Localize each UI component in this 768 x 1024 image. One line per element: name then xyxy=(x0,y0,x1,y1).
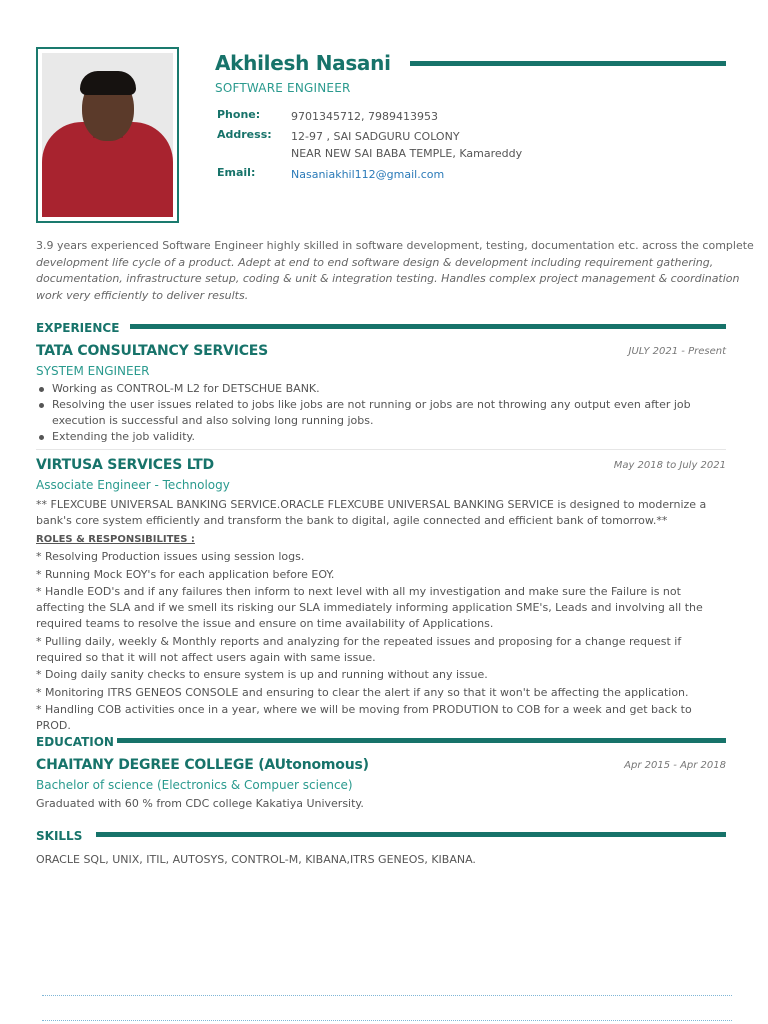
list-item: Resolving the user issues related to jobs like jobs are not running or jobs are not throwing any output even after job execution is successful and also solving long running jobs. xyxy=(38,397,728,429)
name-accent-bar xyxy=(410,61,726,66)
list-item: Extending the job validity. xyxy=(38,429,728,445)
degree-name: Bachelor of science (Electronics & Compuer science) xyxy=(36,778,353,792)
list-item: * Monitoring ITRS GENEOS CONSOLE and ensuring to clear the alert if any so that it won't be affecting the application. xyxy=(36,685,689,699)
address-label: Address: xyxy=(217,128,272,141)
school-name: CHAITANY DEGREE COLLEGE (AUtonomous) xyxy=(36,757,369,773)
list-item: * Resolving Production issues using session logs. xyxy=(36,550,305,563)
education-heading: EDUCATION xyxy=(36,735,114,749)
list-item: * Pulling daily, weekly & Monthly reports and analyzing for the repeated issues and proposing for a change request if required so that it will not affect users again with same issue. xyxy=(36,634,682,664)
roles-heading: ROLES & RESPONSIBILITES : xyxy=(36,533,195,545)
skills-heading: SKILLS xyxy=(36,829,83,843)
education-bar xyxy=(117,738,726,743)
profile-summary xyxy=(36,238,758,304)
job-role: Associate Engineer - Technology xyxy=(36,478,230,492)
candidate-name: Akhilesh Nasani xyxy=(215,51,391,75)
profile-photo xyxy=(42,53,173,217)
skills-list: ORACLE SQL, UNIX, ITIL, AUTOSYS, CONTROL-M, KIBANA,ITRS GENEOS, KIBANA. xyxy=(36,853,476,866)
company-name: TATA CONSULTANCY SERVICES xyxy=(36,343,269,359)
list-item: Working as CONTROL-M L2 for DETSCHUE BANK. xyxy=(38,381,728,397)
summary-rest: development life cycle of a product. Adept at end to end software design & development including requirement gathering, documentation, infrastructure setup, coding & unit & integration testing. Handles complex project management & coordination work very efficiently to deliver results. xyxy=(36,255,740,302)
experience-heading: EXPERIENCE xyxy=(36,321,120,335)
list-item: * Handling COB activities once in a year, where we will be moving from PRODUTION to COB for a week and get back to PROD. xyxy=(36,703,692,732)
summary-lead: 3.9 years experienced Software Engineer highly skilled in software development, testing, documentation etc. across the complete xyxy=(36,239,754,252)
job-role: SYSTEM ENGINEER xyxy=(36,364,150,378)
list-item: * Handle EOD's and if any failures then inform to next level with all my investigation and make sure the Failure is not affecting the SLA and if we smell its risking our SLA immediately informing application SME's, Leads and involving all the required teams to resolve the issue and ensure on time availability of Applications. xyxy=(36,585,703,630)
job-divider xyxy=(36,449,726,450)
email-label: Email: xyxy=(217,166,256,179)
footer-dotted-line xyxy=(42,1020,732,1021)
company-name: VIRTUSA SERVICES LTD xyxy=(36,457,214,473)
address-line-2: NEAR NEW SAI BABA TEMPLE, Kamareddy xyxy=(291,147,523,160)
profile-photo-frame xyxy=(36,47,179,223)
education-dates: Apr 2015 - Apr 2018 xyxy=(624,760,726,771)
list-item: * Doing daily sanity checks to ensure system is up and running without any issue. xyxy=(36,668,488,681)
candidate-title: SOFTWARE ENGINEER xyxy=(215,81,351,95)
job-bullets xyxy=(38,381,728,445)
education-note: Graduated with 60 % from CDC college Kakatiya University. xyxy=(36,797,364,810)
email-link[interactable]: Nasaniakhil112@gmail.com xyxy=(291,168,445,181)
experience-bar xyxy=(130,324,726,329)
phone-label: Phone: xyxy=(217,108,261,121)
job-dates: JULY 2021 - Present xyxy=(628,346,726,357)
address-line-1: 12-97 , SAI SADGURU COLONY xyxy=(291,130,460,143)
footer-dotted-line xyxy=(42,995,732,996)
skills-bar xyxy=(96,832,726,837)
job-dates: May 2018 to July 2021 xyxy=(613,460,726,471)
job-description xyxy=(36,497,728,736)
job-intro: ** FLEXCUBE UNIVERSAL BANKING SERVICE.ORACLE FLEXCUBE UNIVERSAL BANKING SERVICE is designed to modernize a bank's core system efficiently and transform the bank to digital, agile connected and efficient bank of tomorrow.** xyxy=(36,498,707,527)
list-item: * Running Mock EOY's for each application before EOY. xyxy=(36,567,335,581)
phone-value: 9701345712, 7989413953 xyxy=(291,110,438,123)
